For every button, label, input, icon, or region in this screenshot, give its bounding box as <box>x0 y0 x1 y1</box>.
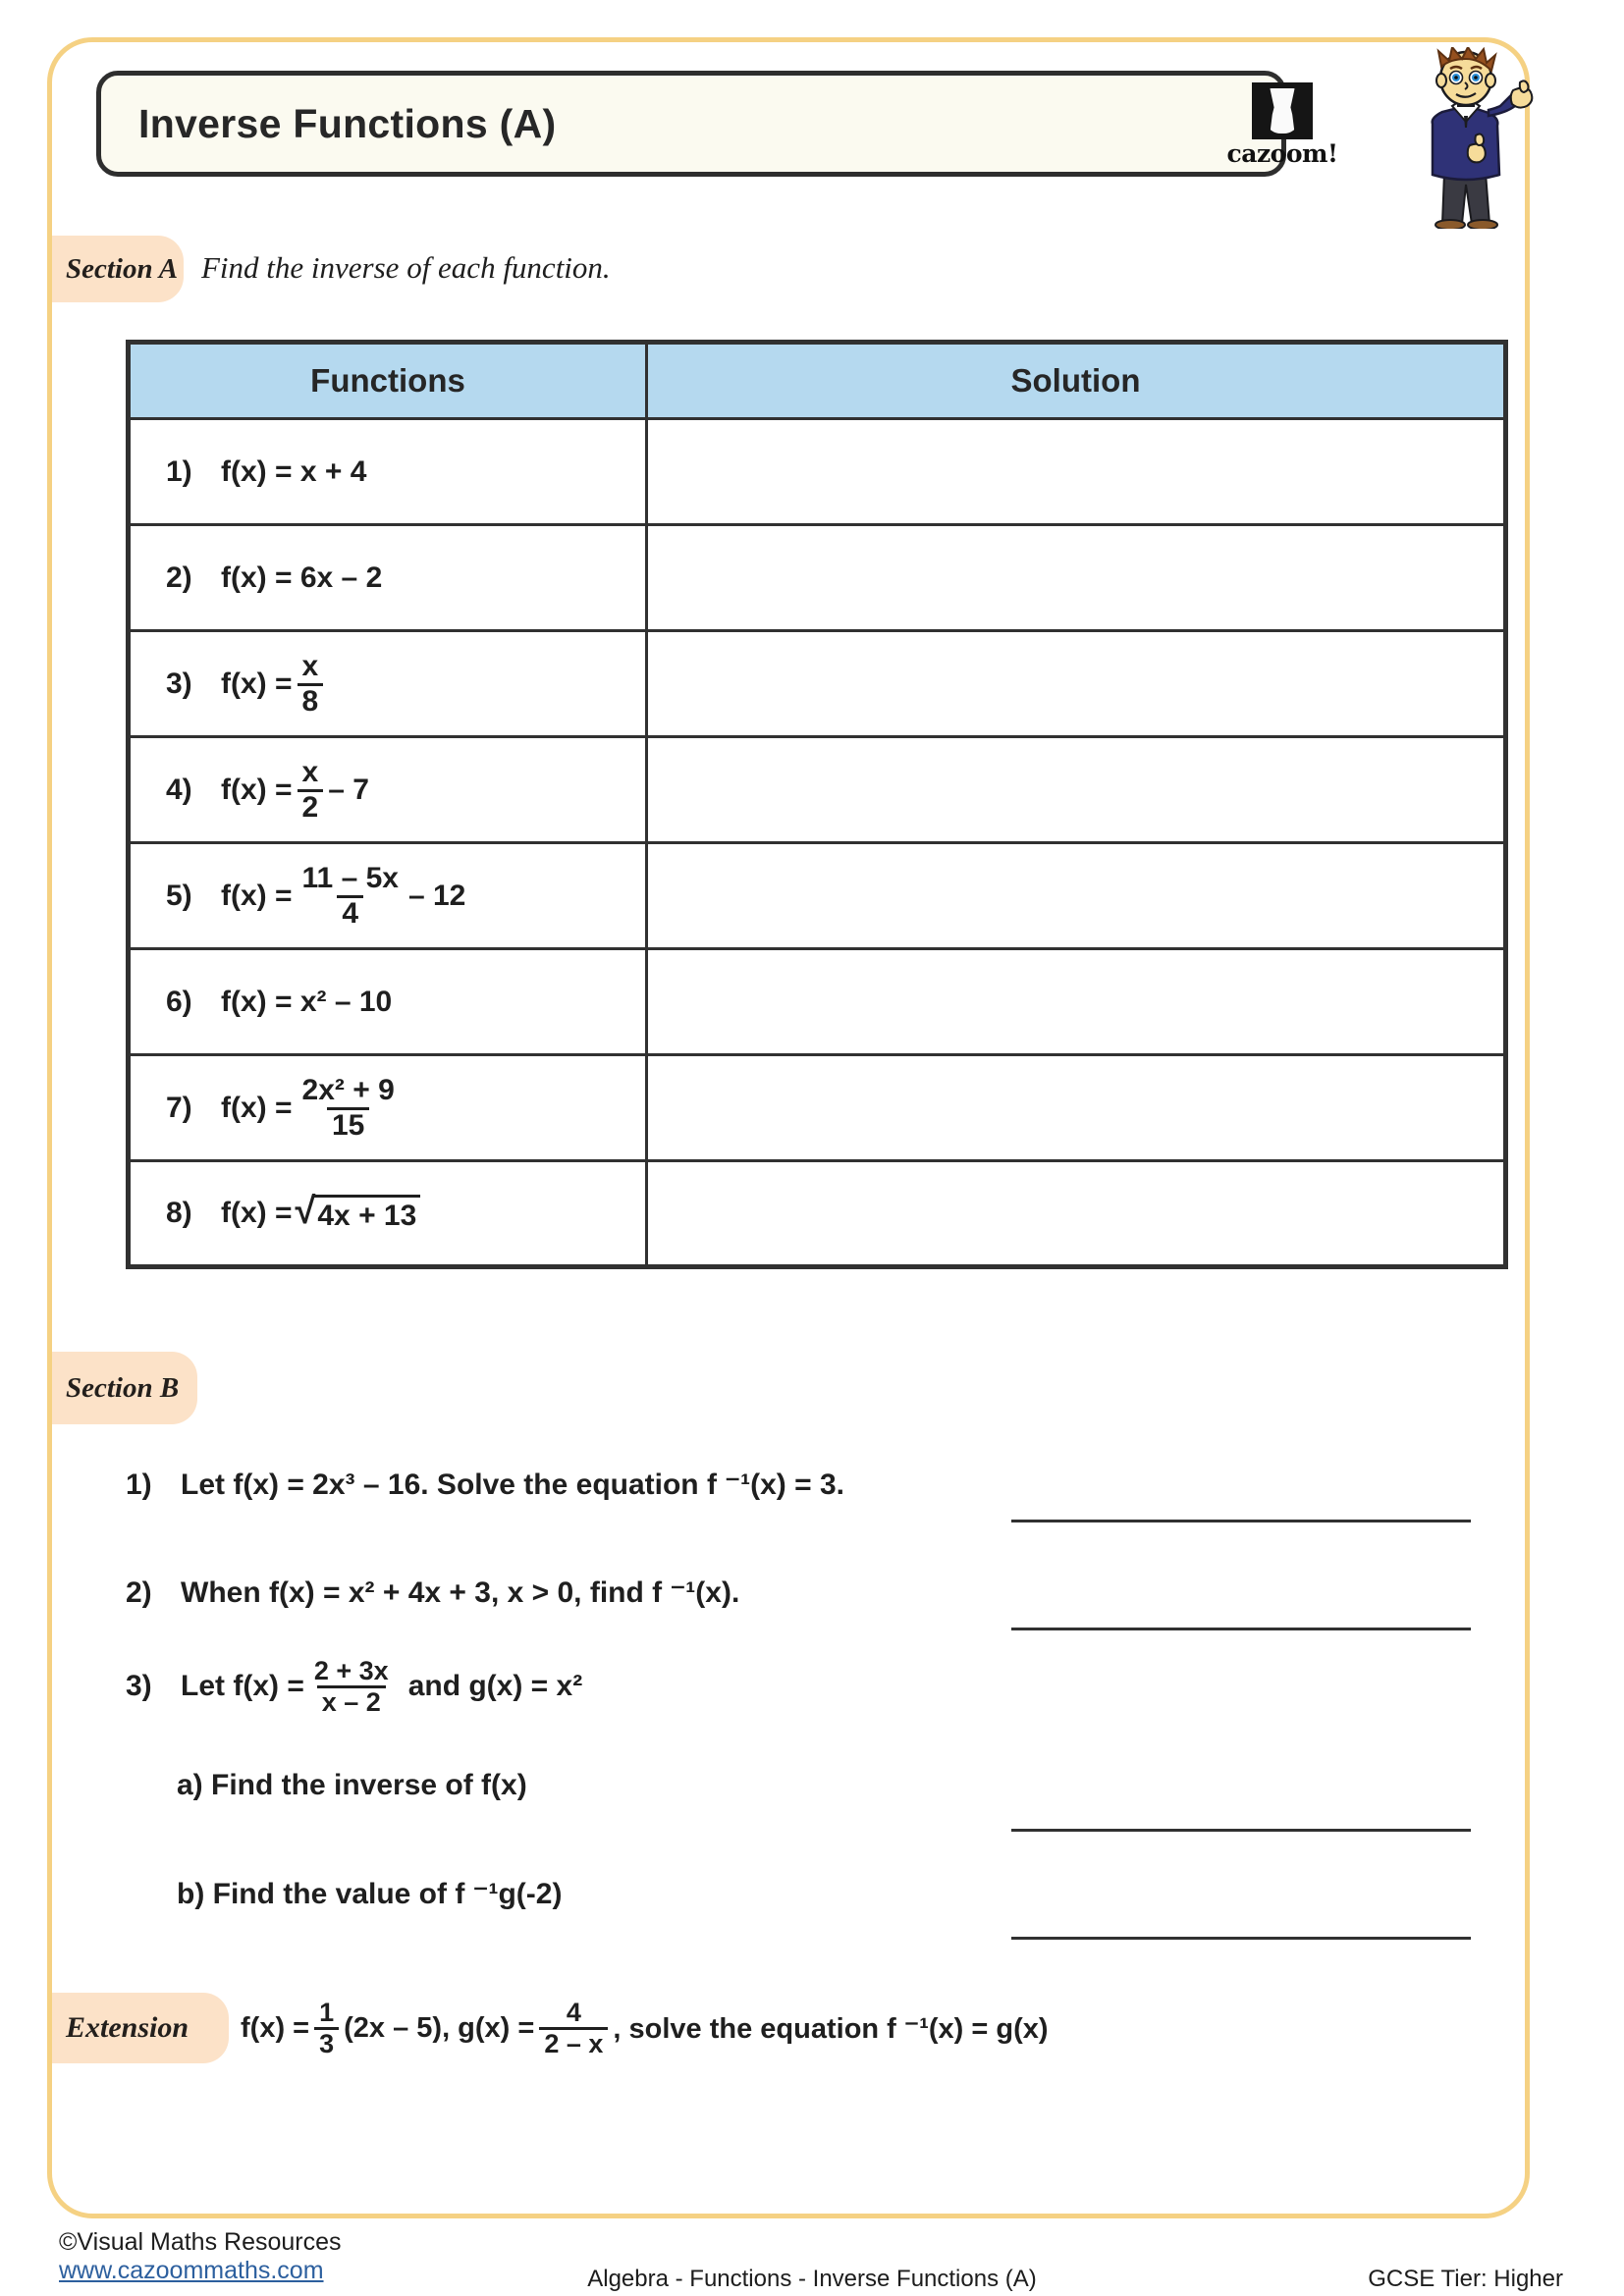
radical-sign: √ <box>295 1190 316 1232</box>
table-row <box>129 1161 1506 1267</box>
question-cell <box>129 843 647 949</box>
question-number: 5) <box>166 879 192 912</box>
fraction-denominator: 15 <box>327 1107 369 1142</box>
fraction-one-third <box>314 1999 339 2058</box>
fraction <box>298 651 324 717</box>
extension-trail: , solve the equation f ⁻¹(x) = g(x) <box>613 2012 1049 2045</box>
item-text: When f(x) = x² + 4x + 3, x > 0, find f ⁻¹(x). <box>181 1576 740 1609</box>
hourglass-glass-shape <box>1268 88 1297 133</box>
answer-cell[interactable] <box>647 1055 1506 1161</box>
answer-cell[interactable] <box>647 949 1506 1055</box>
question-expression: f(x) = x² – 10 <box>221 985 393 1018</box>
question-number: 8) <box>166 1197 192 1229</box>
fraction-denominator: 4 <box>337 895 363 930</box>
section-b-tab: Section B <box>52 1352 197 1424</box>
fraction-denominator: x – 2 <box>317 1685 386 1716</box>
radicand: 4x + 13 <box>313 1195 420 1233</box>
answer-line[interactable] <box>1011 1628 1471 1630</box>
page-footer <box>0 2226 1624 2296</box>
question-cell <box>129 525 647 631</box>
fraction-four-over-two-minus-x <box>539 1999 608 2058</box>
table-row <box>129 525 1506 631</box>
footer-website-link[interactable]: www.cazoommaths.com <box>59 2257 324 2284</box>
answer-line[interactable] <box>1011 1520 1471 1522</box>
question-number: 6) <box>166 985 192 1018</box>
hourglass-glass-icon <box>1252 82 1313 139</box>
item-number: 2) <box>126 1575 152 1609</box>
footer-tier: GCSE Tier: Higher <box>1368 2266 1563 2292</box>
question-number: 1) <box>166 454 192 488</box>
item-number: 3) <box>126 1670 152 1703</box>
section-b-item-1 <box>126 1468 844 1502</box>
question-cell <box>129 419 647 525</box>
answer-cell[interactable] <box>647 1161 1506 1267</box>
section-b-item-2 <box>126 1575 739 1610</box>
expression-lead: f(x) = <box>221 879 293 912</box>
question-cell <box>129 949 647 1055</box>
fraction-numerator: 2x² + 9 <box>301 1074 395 1106</box>
answer-cell[interactable] <box>647 843 1506 949</box>
brand-wordmark: cazoom! <box>1226 139 1338 168</box>
question-cell <box>129 1055 647 1161</box>
question-cell <box>129 1161 647 1267</box>
expression-lead: f(x) = <box>221 1091 293 1124</box>
footer-topic: Algebra - Functions - Inverse Functions (A) <box>587 2266 1037 2292</box>
expression-lead: f(x) = <box>221 773 293 806</box>
section-b-item-3a: a) Find the inverse of f(x) <box>177 1769 527 1801</box>
table-row <box>129 949 1506 1055</box>
fraction-denominator: 3 <box>314 2027 339 2057</box>
question-number: 2) <box>166 561 192 594</box>
item-lead: Let f(x) = <box>181 1670 304 1703</box>
question-cell <box>129 737 647 843</box>
page-title: Inverse Functions (A) <box>138 100 557 146</box>
cazoom-logo <box>1209 82 1356 173</box>
expression-trail: – 12 <box>407 879 466 912</box>
section-b-item-3 <box>126 1657 582 1717</box>
expression-trail: – 7 <box>328 773 369 806</box>
item-text: Let f(x) = 2x³ – 16. Solve the equation f ⁻¹(x) = 3. <box>181 1468 844 1501</box>
item-number: 1) <box>126 1468 152 1501</box>
fraction-numerator: 1 <box>319 1997 335 2027</box>
table-row <box>129 1055 1506 1161</box>
question-number: 4) <box>166 773 192 806</box>
worksheet-title-box <box>96 71 1286 177</box>
answer-cell[interactable] <box>647 419 1506 525</box>
fraction-numerator: 2 + 3x <box>313 1656 389 1685</box>
question-number: 3) <box>166 667 192 700</box>
question-expression <box>221 863 465 929</box>
column-header-functions: Functions <box>129 343 647 419</box>
answer-cell[interactable] <box>647 525 1506 631</box>
item-trail: and g(x) = x² <box>407 1670 583 1703</box>
question-cell <box>129 631 647 737</box>
question-expression <box>221 757 369 823</box>
fraction-denominator: 8 <box>298 683 324 718</box>
question-expression <box>221 1190 420 1233</box>
fraction-numerator: x <box>301 756 319 788</box>
fraction <box>298 863 404 929</box>
question-expression: f(x) = 6x – 2 <box>221 561 383 594</box>
table-row <box>129 843 1506 949</box>
question-expression <box>221 651 328 717</box>
expression-lead: f(x) = <box>221 1197 293 1229</box>
answer-line[interactable] <box>1011 1829 1471 1832</box>
section-b-item-3b: b) Find the value of f ⁻¹g(-2) <box>177 1878 563 1910</box>
fraction-numerator: 11 – 5x <box>301 862 399 894</box>
answer-cell[interactable] <box>647 737 1506 843</box>
section-a-instruction: Find the inverse of each function. <box>201 250 611 285</box>
square-root-icon <box>295 1190 421 1233</box>
fraction-numerator: x <box>301 650 319 682</box>
table-row <box>129 737 1506 843</box>
table-row <box>129 631 1506 737</box>
expression-lead: f(x) = <box>221 667 293 700</box>
question-number: 7) <box>166 1091 192 1124</box>
extension-question <box>241 1993 1049 2063</box>
fraction-denominator: 2 – x <box>539 2027 608 2057</box>
answer-line[interactable] <box>1011 1937 1471 1940</box>
section-a-tab: Section A <box>52 236 184 302</box>
fraction-denominator: 2 <box>298 789 324 824</box>
footer-copyright: ©Visual Maths Resources <box>59 2228 342 2256</box>
answer-cell[interactable] <box>647 631 1506 737</box>
extension-mid: (2x – 5), g(x) = <box>344 2011 535 2044</box>
fraction <box>298 1075 400 1141</box>
student-boy-thumbs-up-icon <box>1387 47 1540 229</box>
fraction <box>309 1657 394 1717</box>
extension-lead: f(x) = <box>241 2011 310 2044</box>
fraction <box>298 757 324 823</box>
question-expression: f(x) = x + 4 <box>221 454 367 488</box>
question-expression <box>221 1075 405 1141</box>
column-header-solution: Solution <box>647 343 1506 419</box>
table-row <box>129 419 1506 525</box>
extension-tab: Extension <box>52 1993 229 2063</box>
table-header-row <box>129 343 1506 419</box>
fraction-numerator: 4 <box>566 1997 581 2027</box>
functions-solutions-table <box>126 340 1508 1269</box>
